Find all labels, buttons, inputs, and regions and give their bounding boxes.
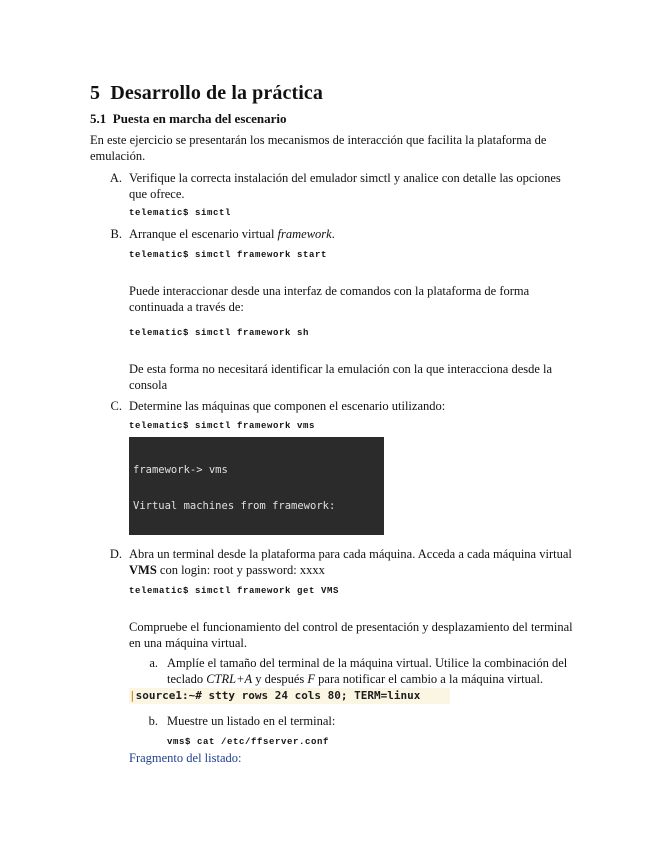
sub-a-text-part: para notificar el cambio a la máquina virtual. [315,672,544,686]
item-b-para2-line: consola [129,378,168,392]
section-title: Desarrollo de la práctica [110,82,323,104]
highlighted-command [129,688,450,704]
item-d-paragraph [129,619,573,651]
item-d-line: Abra un terminal desde la plataforma para cada máquina. Acceda a cada máquina virtual [129,547,572,561]
item-b-marker: B. [110,227,122,241]
intro-line: En este ejercicio se presentarán los mecanismos de interacción que facilita la plataforma de [90,133,547,147]
sub-b-text: Muestre un listado en el terminal: [167,714,336,728]
item-d-para-line: Compruebe el funcionamiento del control de presentación y desplazamiento del terminal [129,620,573,634]
command-framework-sh: telematic$ simctl framework sh [129,328,310,338]
terminal-screenshot [129,437,384,535]
item-b-suffix: . [331,227,335,241]
item-a-marker: A. [109,171,122,185]
sub-a-marker: a. [149,656,158,670]
command-simctl: telematic$ simctl [129,208,232,218]
sub-a-text-part: teclado [167,672,207,686]
sub-a-line [167,671,567,687]
subsection-heading [90,111,287,127]
item-d-text [129,546,572,578]
item-b-emph: framework [277,227,332,241]
item-d-vms: VMS [129,563,157,577]
item-a-text [129,170,561,202]
terminal-line: framework-> vms [133,463,228,476]
item-b-text [129,226,335,242]
highlight-command-text: source1:~# stty rows 24 cols 80; TERM=linux [135,689,421,702]
sub-b-marker: b. [148,714,158,728]
subsection-number: 5.1 [90,111,107,126]
item-b-paragraph-2 [129,361,552,393]
sub-a-line: Amplíe el tamaño del terminal de la máquina virtual. Utilice la combinación del [167,656,568,670]
command-cat: vms$ cat /etc/ffserver.conf [167,737,330,747]
sub-a-text-part: y después [252,672,308,686]
subsection-title: Puesta en marcha del escenario [112,111,287,126]
item-b-prefix: Arranque el escenario virtual [129,227,278,241]
item-a-line: que ofrece. [129,187,185,201]
section-heading [90,82,323,105]
item-c-text: Determine las máquinas que componen el escenario utilizando: [129,399,446,413]
item-b-para1-line: continuada a través de: [129,300,244,314]
item-d-para-line: en una máquina virtual. [129,636,248,650]
fragment-caption: Fragmento del listado: [129,751,242,765]
terminal-line: Virtual machines from framework: [133,500,336,513]
sub-a-text [167,655,567,687]
item-b-para1-line: Puede interaccionar desde una interfaz de comandos con la plataforma de forma [129,284,530,298]
command-framework-vms: telematic$ simctl framework vms [129,421,316,431]
ctrl-a-key: CTRL+A [206,672,253,686]
item-d-marker: D. [109,547,122,561]
command-framework-get: telematic$ simctl framework get VMS [129,586,340,596]
item-b-para2-line: De esta forma no necesitará identificar la emulación con la que interacciona desde la [129,362,553,376]
item-d-login: con login: root y password: xxxx [156,563,325,577]
f-key: F [307,672,316,686]
intro-line: emulación. [90,149,146,163]
item-b-paragraph-1 [129,283,529,315]
item-a-line: Verifique la correcta instalación del emulador simctl y analice con detalle las opciones [129,171,561,185]
item-d-line [129,562,572,578]
command-framework-start: telematic$ simctl framework start [129,250,328,260]
intro-paragraph [90,132,546,164]
highlight-bar: | [129,689,136,702]
item-c-marker: C. [110,399,122,413]
section-number: 5 [90,82,101,104]
